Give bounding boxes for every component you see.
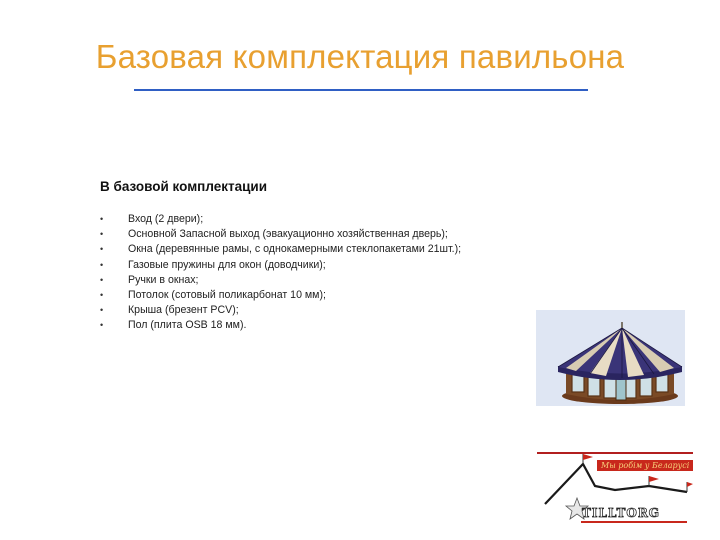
list-item [100, 227, 461, 242]
bullet: • [100, 244, 104, 255]
bullet: • [100, 290, 104, 301]
list-item-text: Пол (плита OSB 18 мм). [128, 319, 247, 332]
bullet: • [100, 305, 104, 316]
section-heading: В базовой комплектации [100, 179, 268, 194]
company-logo [537, 446, 693, 526]
list-item [100, 303, 461, 318]
pavilion-illustration [536, 310, 685, 406]
bullet: • [100, 229, 104, 240]
slide-title: Базовая комплектация павильона [95, 38, 625, 75]
bullet: • [100, 214, 104, 224]
bullet: • [100, 320, 104, 331]
list-item-text: Окна (деревянные рамы, с однокамерными стеклопакетами 21шт.); [128, 243, 462, 256]
bullet: • [100, 274, 104, 285]
bullet: • [100, 259, 104, 270]
list-item [100, 258, 461, 273]
list-item [100, 242, 461, 257]
list-item [100, 212, 461, 227]
list-item [100, 273, 461, 288]
list-item-text: Вход (2 двери); [128, 213, 204, 225]
logo-wordmark: TILLTORG [582, 506, 661, 520]
feature-list [100, 212, 461, 334]
list-item-text: Крыша (брезент PCV); [128, 304, 239, 317]
title-underline [134, 89, 588, 91]
list-item-text: Потолок (сотовый поликарбонат 10 мм); [128, 289, 326, 302]
pavilion-image [536, 310, 685, 406]
list-item-text: Основной Запасной выход (эвакуационно хозяйственная дверь); [128, 228, 448, 241]
list-item [100, 288, 461, 303]
logo-slogan: Мы робім у Беларусі [597, 460, 693, 471]
list-item-text: Ручки в окнах; [128, 273, 199, 286]
list-item-text: Газовые пружины для окон (доводчики); [128, 258, 326, 271]
list-item [100, 318, 461, 333]
